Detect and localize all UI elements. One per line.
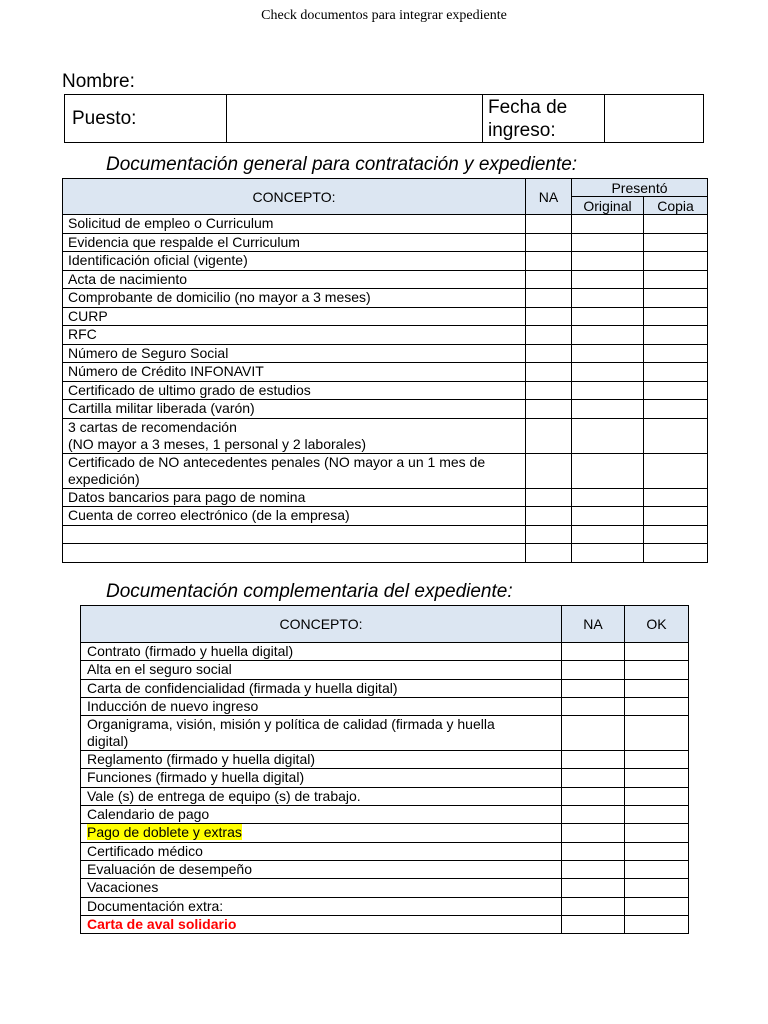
- ok-cell[interactable]: [625, 679, 689, 697]
- presento-header: Presentó: [572, 179, 708, 197]
- concepto-cell: Comprobante de domicilio (no mayor a 3 meses): [63, 289, 526, 308]
- concepto-cell: Identificación oficial (vigente): [63, 252, 526, 271]
- ok-cell[interactable]: [625, 860, 689, 878]
- na-cell[interactable]: [562, 915, 625, 933]
- copia-cell[interactable]: [644, 215, 708, 234]
- na-cell[interactable]: [562, 769, 625, 787]
- ok-header: OK: [625, 606, 689, 643]
- na-cell[interactable]: [526, 233, 572, 252]
- concepto-cell: Datos bancarios para pago de nomina: [63, 488, 526, 507]
- original-cell[interactable]: [572, 507, 644, 526]
- ok-cell[interactable]: [625, 879, 689, 897]
- original-cell[interactable]: [572, 252, 644, 271]
- empty-row: [63, 525, 708, 544]
- concepto-cell: Número de Crédito INFONAVIT: [63, 363, 526, 382]
- puesto-label: Puesto:: [65, 95, 227, 143]
- na-cell[interactable]: [526, 544, 572, 563]
- na-cell[interactable]: [562, 697, 625, 715]
- table-row: [81, 806, 689, 824]
- original-cell[interactable]: [572, 525, 644, 544]
- info-table: [64, 94, 704, 143]
- na-cell[interactable]: [526, 326, 572, 345]
- na-cell[interactable]: [526, 418, 572, 453]
- concepto-line: Organigrama, visión, misión y política de calidad (firmada y huella: [87, 716, 495, 733]
- concepto-cell[interactable]: [63, 525, 526, 544]
- ok-cell[interactable]: [625, 806, 689, 824]
- table-row: [81, 679, 689, 697]
- concepto-line: (NO mayor a 3 meses, 1 personal y 2 laborales): [68, 435, 367, 452]
- concepto-cell: Vale (s) de entrega de equipo (s) de trabajo.: [81, 787, 562, 805]
- original-cell[interactable]: [572, 544, 644, 563]
- na-cell[interactable]: [562, 806, 625, 824]
- na-cell[interactable]: [562, 643, 625, 661]
- general-table: [62, 178, 708, 563]
- complementaria-section-title: Documentación complementaria del expediente:: [106, 581, 513, 602]
- ok-cell[interactable]: [625, 842, 689, 860]
- highlighted-concepto: Pago de doblete y extras: [87, 824, 242, 841]
- nombre-label: Nombre:: [62, 71, 135, 92]
- page-title: Check documentos para integrar expediente: [261, 8, 507, 23]
- table-row: [63, 363, 708, 382]
- na-cell[interactable]: [562, 842, 625, 860]
- table-row: [81, 716, 689, 751]
- ok-cell[interactable]: [625, 716, 689, 751]
- concepto-cell: Contrato (firmado y huella digital): [81, 643, 562, 661]
- na-cell[interactable]: [562, 716, 625, 751]
- original-cell[interactable]: [572, 289, 644, 308]
- copia-header: Copia: [644, 197, 708, 215]
- original-cell[interactable]: [572, 381, 644, 400]
- table-row: [81, 842, 689, 860]
- copia-cell[interactable]: [644, 507, 708, 526]
- fecha-ingreso-field[interactable]: [605, 95, 704, 143]
- na-cell[interactable]: [526, 453, 572, 488]
- concepto-cell: Solicitud de empleo o Curriculum: [63, 215, 526, 234]
- original-cell[interactable]: [572, 418, 644, 453]
- table-row: [81, 661, 689, 679]
- ok-cell[interactable]: [625, 787, 689, 805]
- na-header: NA: [526, 179, 572, 215]
- copia-cell[interactable]: [644, 307, 708, 326]
- original-cell[interactable]: [572, 233, 644, 252]
- concepto-header: CONCEPTO:: [81, 606, 562, 643]
- concepto-cell[interactable]: [63, 544, 526, 563]
- na-cell[interactable]: [526, 488, 572, 507]
- na-cell[interactable]: [526, 215, 572, 234]
- copia-cell[interactable]: [644, 488, 708, 507]
- copia-cell[interactable]: [644, 270, 708, 289]
- concepto-cell: Vacaciones: [81, 879, 562, 897]
- original-cell[interactable]: [572, 270, 644, 289]
- copia-cell[interactable]: [644, 525, 708, 544]
- table-row: [63, 453, 708, 488]
- table-row: [63, 326, 708, 345]
- concepto-line: expedición): [68, 470, 140, 487]
- concepto-cell: CURP: [63, 307, 526, 326]
- empty-row: [63, 544, 708, 563]
- fecha-ingreso-label: [483, 95, 605, 143]
- concepto-cell: [63, 453, 526, 488]
- na-cell[interactable]: [562, 860, 625, 878]
- table-row: [63, 215, 708, 234]
- copia-cell[interactable]: [644, 289, 708, 308]
- concepto-cell: Alta en el seguro social: [81, 661, 562, 679]
- na-cell[interactable]: [562, 787, 625, 805]
- na-cell[interactable]: [562, 824, 625, 842]
- na-header: NA: [562, 606, 625, 643]
- original-cell[interactable]: [572, 215, 644, 234]
- concepto-cell: Calendario de pago: [81, 806, 562, 824]
- original-cell[interactable]: [572, 363, 644, 382]
- table-row: [63, 488, 708, 507]
- table-row: [81, 751, 689, 769]
- concepto-cell: Cuenta de correo electrónico (de la empresa): [63, 507, 526, 526]
- copia-cell[interactable]: [644, 400, 708, 419]
- na-cell[interactable]: [526, 252, 572, 271]
- concepto-cell: Reglamento (firmado y huella digital): [81, 751, 562, 769]
- table-row: [63, 418, 708, 453]
- table-row: [63, 307, 708, 326]
- table-row: [81, 824, 689, 842]
- concepto-cell: Funciones (firmado y huella digital): [81, 769, 562, 787]
- copia-cell[interactable]: [644, 453, 708, 488]
- concepto-line: digital): [87, 733, 129, 750]
- table-row: [63, 252, 708, 271]
- original-header: Original: [572, 197, 644, 215]
- concepto-cell: Inducción de nuevo ingreso: [81, 697, 562, 715]
- ok-cell[interactable]: [625, 643, 689, 661]
- ok-cell[interactable]: [625, 661, 689, 679]
- concepto-cell: Evidencia que respalde el Curriculum: [63, 233, 526, 252]
- concepto-cell: Certificado de ultimo grado de estudios: [63, 381, 526, 400]
- table-row: [63, 344, 708, 363]
- table-row: [63, 289, 708, 308]
- na-cell[interactable]: [526, 289, 572, 308]
- na-cell[interactable]: [562, 679, 625, 697]
- concepto-cell: Acta de nacimiento: [63, 270, 526, 289]
- fecha-label-line2: ingreso:: [488, 119, 556, 141]
- concepto-cell: [63, 418, 526, 453]
- ok-cell[interactable]: [625, 769, 689, 787]
- concepto-cell: Documentación extra:: [81, 897, 562, 915]
- copia-cell[interactable]: [644, 544, 708, 563]
- original-cell[interactable]: [572, 488, 644, 507]
- ok-cell[interactable]: [625, 751, 689, 769]
- na-cell[interactable]: [562, 661, 625, 679]
- table-row: [81, 769, 689, 787]
- na-cell[interactable]: [562, 879, 625, 897]
- copia-cell[interactable]: [644, 326, 708, 345]
- table-row: [81, 915, 689, 933]
- puesto-field[interactable]: [227, 95, 483, 143]
- concepto-cell: Certificado médico: [81, 842, 562, 860]
- original-cell[interactable]: [572, 400, 644, 419]
- na-cell[interactable]: [526, 344, 572, 363]
- copia-cell[interactable]: [644, 233, 708, 252]
- original-cell[interactable]: [572, 307, 644, 326]
- concepto-cell-alert: Carta de aval solidario: [81, 915, 562, 933]
- na-cell[interactable]: [526, 507, 572, 526]
- copia-cell[interactable]: [644, 344, 708, 363]
- ok-cell[interactable]: [625, 897, 689, 915]
- na-cell[interactable]: [562, 751, 625, 769]
- original-cell[interactable]: [572, 453, 644, 488]
- copia-cell[interactable]: [644, 418, 708, 453]
- na-cell[interactable]: [526, 525, 572, 544]
- concepto-cell: Carta de confidencialidad (firmada y huella digital): [81, 679, 562, 697]
- ok-cell[interactable]: [625, 824, 689, 842]
- table-row: [81, 697, 689, 715]
- ok-cell[interactable]: [625, 697, 689, 715]
- original-cell[interactable]: [572, 344, 644, 363]
- ok-cell[interactable]: [625, 915, 689, 933]
- table-row: [63, 270, 708, 289]
- general-section-title: Documentación general para contratación y expediente:: [106, 154, 578, 175]
- concepto-cell: [81, 824, 562, 842]
- na-cell[interactable]: [526, 270, 572, 289]
- na-cell[interactable]: [526, 307, 572, 326]
- na-cell[interactable]: [526, 381, 572, 400]
- table-row: [81, 897, 689, 915]
- table-row: [81, 860, 689, 878]
- table-row: [63, 507, 708, 526]
- copia-cell[interactable]: [644, 381, 708, 400]
- table-row: [63, 381, 708, 400]
- concepto-header: CONCEPTO:: [63, 179, 526, 215]
- concepto-cell: [81, 716, 562, 751]
- table-row: [81, 879, 689, 897]
- na-cell[interactable]: [526, 363, 572, 382]
- table-row: [81, 643, 689, 661]
- concepto-line: Certificado de NO antecedentes penales (NO mayor a un 1 mes de: [68, 453, 486, 470]
- copia-cell[interactable]: [644, 363, 708, 382]
- concepto-line: 3 cartas de recomendación: [68, 418, 237, 435]
- concepto-cell: Número de Seguro Social: [63, 344, 526, 363]
- table-row: [81, 787, 689, 805]
- fecha-label-line1: Fecha de: [488, 96, 568, 118]
- concepto-cell: Evaluación de desempeño: [81, 860, 562, 878]
- copia-cell[interactable]: [644, 252, 708, 271]
- concepto-cell: RFC: [63, 326, 526, 345]
- table-row: [63, 400, 708, 419]
- na-cell[interactable]: [562, 897, 625, 915]
- complementaria-table: [80, 605, 689, 934]
- concepto-cell: Cartilla militar liberada (varón): [63, 400, 526, 419]
- table-row: [63, 233, 708, 252]
- original-cell[interactable]: [572, 326, 644, 345]
- na-cell[interactable]: [526, 400, 572, 419]
